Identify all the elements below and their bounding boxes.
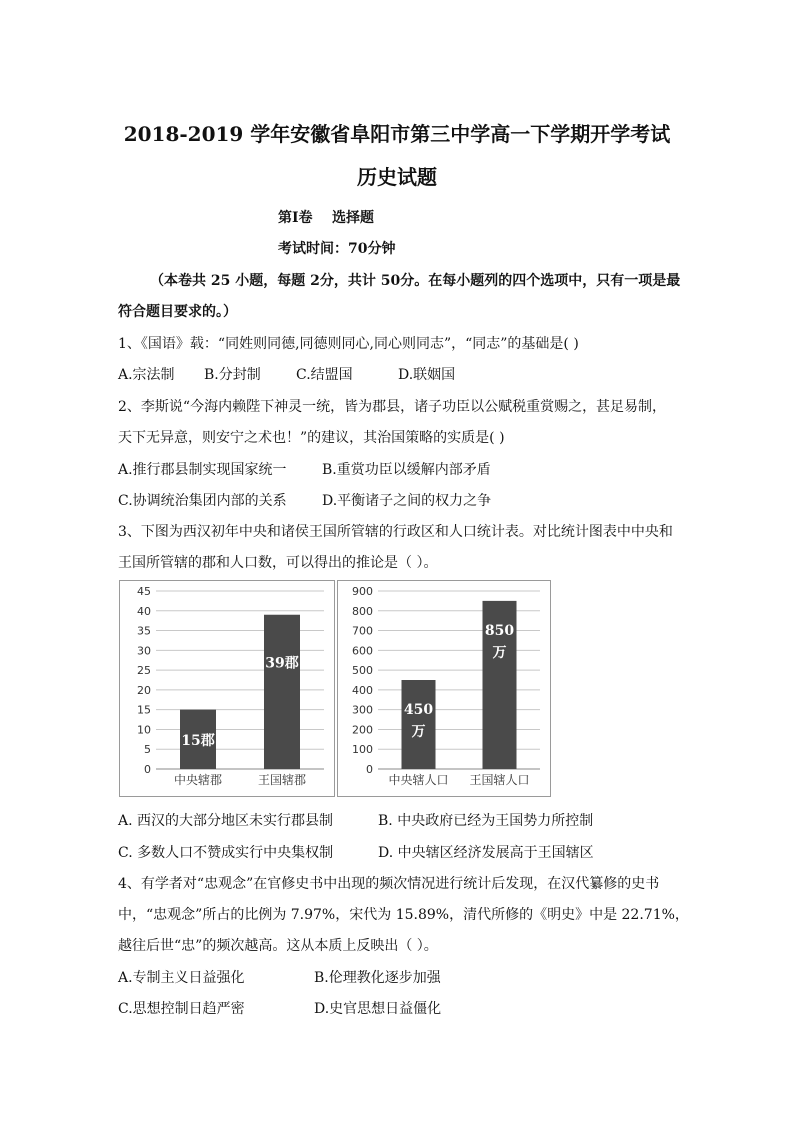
y-tick-label: 25	[137, 664, 151, 678]
q4-stem-line-2: 中，“忠观念”所占的比例为 7.97%，宋代为 15.89%，清代所修的《明史》中是 22.71%，	[118, 907, 689, 923]
q2-option-b: B.重赏功臣以缓解内部矛盾	[322, 462, 491, 478]
y-tick-label: 600	[352, 644, 373, 658]
bar-data-label: 15郡	[181, 733, 215, 749]
q3-stem-line-2: 王国所管辖的郡和人口数，可以得出的推论是（ ）。	[118, 555, 438, 571]
y-tick-label: 20	[137, 683, 151, 697]
q1-option-c: C.结盟国	[296, 367, 353, 383]
y-tick-label: 500	[352, 664, 373, 678]
q1-option-a: A.宗法制	[118, 367, 175, 383]
q4-option-b: B.伦理教化逐步加强	[314, 970, 441, 986]
y-tick-label: 15	[137, 703, 151, 717]
exam-time: 考试时间：70分钟	[278, 241, 396, 257]
q3-option-a: A. 西汉的大部分地区未实行郡县制	[118, 813, 334, 829]
q2-stem-line-2: 天下无异意，则安宁之术也！”的建议，其治国策略的实质是( )	[118, 430, 505, 446]
category-label: 中央辖人口	[388, 773, 449, 787]
q3-option-d: D. 中央辖区经济发展高于王国辖区	[378, 845, 594, 861]
y-tick-label: 0	[366, 763, 373, 776]
q1-option-d: D.联姻国	[398, 367, 456, 383]
q1-stem: 1、《国语》载：“同姓则同德,同德则同心,同心则同志”，“同志”的基础是( )	[118, 336, 579, 352]
q3-option-c: C. 多数人口不赞成实行中央集权制	[118, 845, 334, 861]
y-tick-label: 700	[352, 624, 373, 638]
y-tick-label: 40	[137, 604, 151, 618]
instructions-line-1: （本卷共 25 小题，每题 2分，共计 50分。在每小题列的四个选项中，只有一项是最	[150, 273, 681, 289]
q3-option-b: B. 中央政府已经为王国势力所控制	[378, 813, 594, 829]
exam-subtitle: 历史试题	[357, 165, 437, 189]
chart-commanderies-svg	[120, 581, 334, 796]
bar-data-label: 万	[492, 644, 507, 661]
chart-population-svg	[338, 581, 550, 796]
q4-stem-line-3: 越往后世“忠”的频次越高。这从本质上反映出（ ）。	[118, 938, 438, 954]
q2-stem-line-1: 2、李斯说“今海内赖陛下神灵一统，皆为郡县，诸子功臣以公赋税重赏赐之，甚足易制，	[118, 399, 667, 415]
y-tick-label: 5	[144, 743, 151, 757]
chart-commanderies	[119, 580, 335, 797]
q2-option-d: D.平衡诸子之间的权力之争	[322, 493, 492, 509]
y-tick-label: 30	[137, 644, 151, 658]
category-label: 王国辖郡	[257, 773, 307, 787]
y-tick-label: 45	[137, 585, 151, 598]
y-tick-label: 200	[352, 723, 373, 737]
category-label: 王国辖人口	[469, 773, 530, 787]
q2-option-c: C.协调统治集团内部的关系	[118, 493, 287, 509]
y-tick-label: 35	[137, 624, 151, 638]
exam-title: 2018-2019 学年安徽省阜阳市第三中学高一下学期开学考试	[123, 122, 671, 146]
q4-option-d: D.史官思想日益僵化	[314, 1001, 442, 1017]
q2-option-a: A.推行郡县制实现国家统一	[118, 462, 287, 478]
instructions-line-2: 符合题目要求的。）	[118, 304, 237, 320]
q4-option-c: C.思想控制日趋严密	[118, 1001, 245, 1017]
y-tick-label: 400	[352, 683, 373, 697]
chart-population	[337, 580, 551, 797]
bar-data-label: 450	[403, 702, 434, 718]
bar-data-label: 850	[484, 622, 515, 639]
y-tick-label: 0	[144, 763, 151, 776]
y-tick-label: 900	[352, 585, 373, 598]
q3-stem-line-1: 3、下图为西汉初年中央和诸侯王国所管辖的行政区和人口统计表。对比统计图表中中央和	[118, 524, 673, 540]
q1-option-b: B.分封制	[204, 367, 261, 383]
y-tick-label: 100	[352, 743, 373, 757]
bar	[264, 615, 300, 769]
bar-data-label: 39郡	[265, 655, 299, 672]
q4-stem-line-1: 4、有学者对“忠观念”在官修史书中出现的频次情况进行统计后发现，在汉代纂修的史书	[118, 876, 660, 892]
q4-option-a: A.专制主义日益强化	[118, 970, 245, 986]
y-tick-label: 10	[137, 723, 151, 737]
y-tick-label: 300	[352, 703, 373, 717]
section-heading: 第Ⅰ卷 选择题	[278, 210, 375, 226]
category-label: 中央辖郡	[173, 773, 223, 787]
y-tick-label: 800	[352, 604, 373, 618]
bar-data-label: 万	[411, 724, 426, 740]
